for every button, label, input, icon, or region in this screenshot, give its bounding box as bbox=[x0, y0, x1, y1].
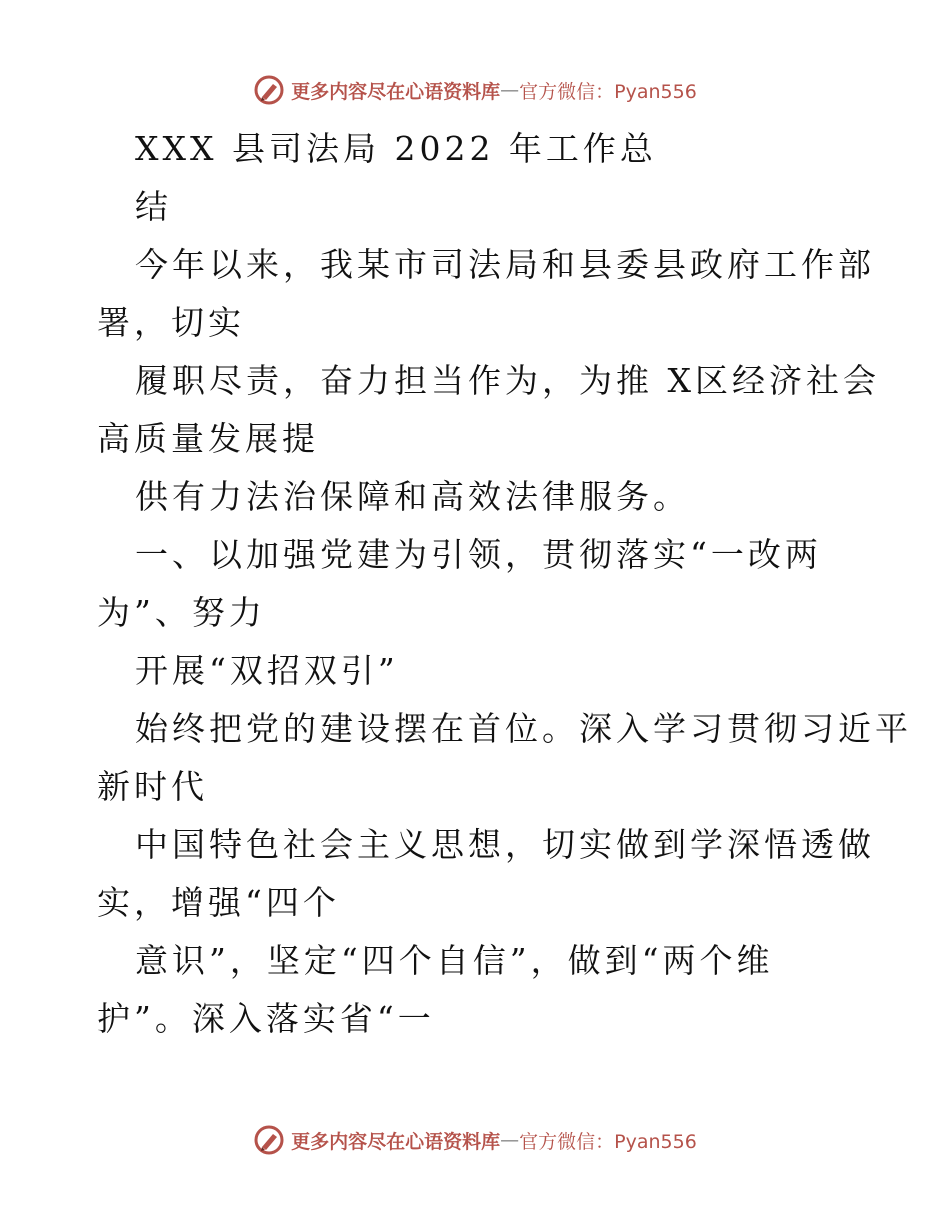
header-watermark bbox=[0, 70, 950, 110]
watermark-site-text: 更多内容尽在心语资料库 bbox=[291, 80, 501, 103]
paragraph-line: 供有力法治保障和高效法律服务。 bbox=[135, 477, 690, 516]
watermark-wechat-text: 官方微信：Pyan556 bbox=[519, 1130, 697, 1153]
document-title: XXX 县司法局 2022 年工作总 bbox=[135, 129, 657, 168]
document-title-continued: 结 bbox=[135, 187, 172, 226]
paragraph-line: 护”。深入落实省“一 bbox=[97, 999, 435, 1038]
section-heading-continued: 开展“双招双引” bbox=[135, 651, 399, 690]
watermark-separator: — bbox=[500, 1129, 520, 1151]
paragraph-line: 实，增强“四个 bbox=[97, 883, 340, 922]
footer-watermark bbox=[0, 1120, 950, 1160]
paragraph-line: 中国特色社会主义思想，切实做到学深悟透做 bbox=[135, 825, 875, 864]
section-heading-continued: 为”、努力 bbox=[97, 593, 266, 632]
watermark-wechat-text: 官方微信：Pyan556 bbox=[519, 80, 697, 103]
paragraph-line: 履职尽责，奋力担当作为，为推 X区经济社会 bbox=[135, 361, 880, 400]
paragraph-line: 署，切实 bbox=[97, 303, 245, 342]
watermark-separator: — bbox=[500, 79, 520, 101]
paragraph-line: 意识”，坚定“四个自信”，做到“两个维 bbox=[135, 941, 774, 980]
pen-logo-icon bbox=[253, 1124, 285, 1156]
paragraph-line: 高质量发展提 bbox=[97, 419, 319, 458]
pen-logo-icon bbox=[253, 74, 285, 106]
watermark-site-text: 更多内容尽在心语资料库 bbox=[291, 1130, 501, 1153]
paragraph-line: 始终把党的建设摆在首位。深入学习贯彻习近平 bbox=[135, 709, 912, 748]
paragraph-line: 新时代 bbox=[97, 767, 208, 806]
paragraph-line: 今年以来，我某市司法局和县委县政府工作部 bbox=[135, 245, 875, 284]
section-heading: 一、以加强党建为引领，贯彻落实“一改两 bbox=[135, 535, 822, 574]
